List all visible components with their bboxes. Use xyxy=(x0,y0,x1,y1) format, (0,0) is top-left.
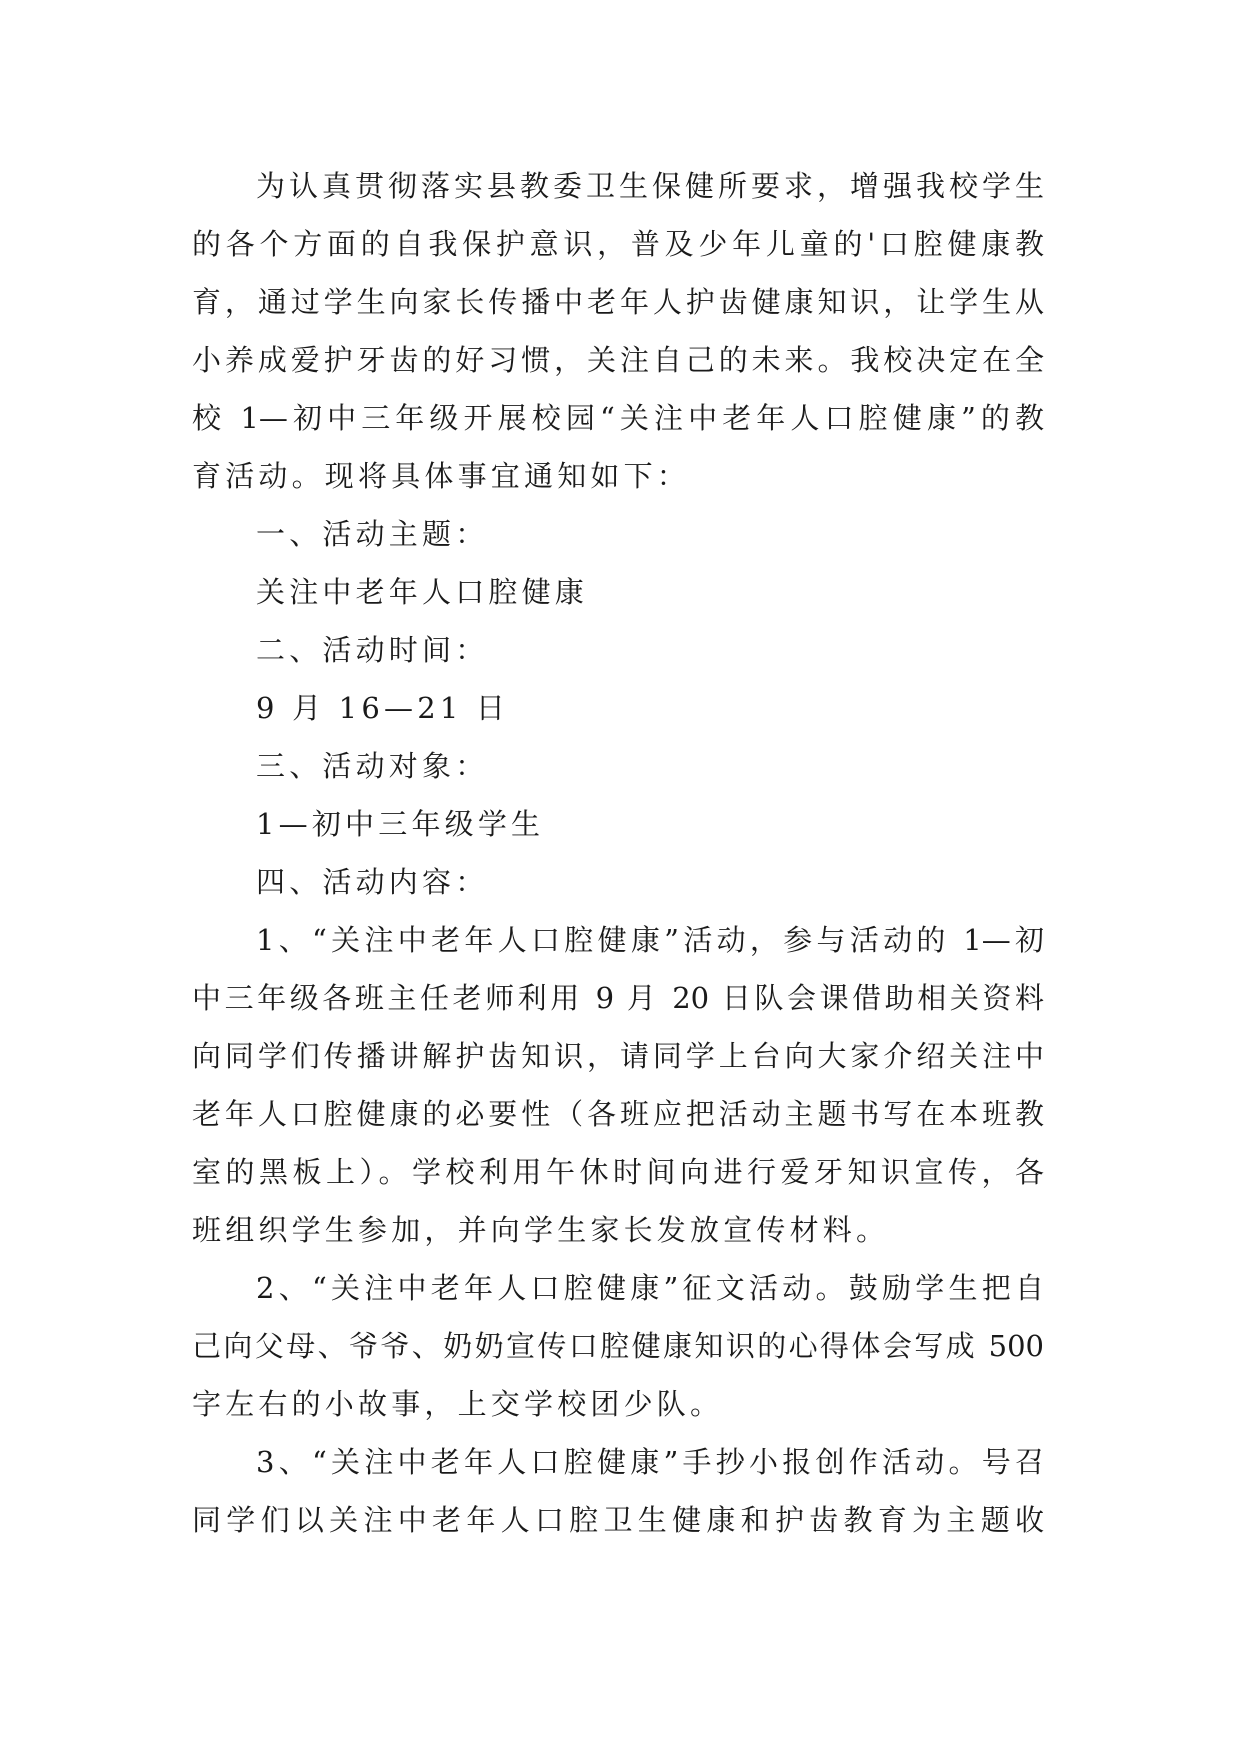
intro-line-1: 为认真贯彻落实县教委卫生保健所要求，增强我校学生 xyxy=(256,169,1044,203)
item1-line-6: 班组织学生参加，并向学生家长发放宣传材料。 xyxy=(192,1213,890,1247)
section-body-target: 1—初中三年级学生 xyxy=(256,807,545,841)
intro-line-5: 校 1—初中三年级开展校园“关注中老年人口腔健康”的教 xyxy=(192,401,1044,435)
item2-line-1: 2、“关注中老年人口腔健康”征文活动。鼓励学生把自 xyxy=(256,1271,1044,1305)
item1-line-4: 老年人口腔健康的必要性（各班应把活动主题书写在本班教 xyxy=(192,1097,1044,1131)
item1-line-2: 中三年级各班主任老师利用 9 月 20 日队会课借助相关资料 xyxy=(192,981,1044,1015)
document-body xyxy=(192,157,1044,1549)
section-heading-content: 四、活动内容： xyxy=(256,865,489,899)
section-heading-theme: 一、活动主题： xyxy=(256,517,489,551)
intro-line-4: 小养成爱护牙齿的好习惯，关注自己的未来。我校决定在全 xyxy=(192,343,1044,377)
item2-line-2: 己向父母、爷爷、奶奶宣传口腔健康知识的心得体会写成 500 xyxy=(192,1329,1044,1363)
intro-line-2: 的各个方面的自我保护意识，普及少年儿童的'口腔健康教 xyxy=(192,227,1044,261)
item1-line-1: 1、“关注中老年人口腔健康”活动，参与活动的 1—初 xyxy=(256,923,1044,957)
item2-line-3: 字左右的小故事，上交学校团少队。 xyxy=(192,1387,724,1421)
section-body-theme: 关注中老年人口腔健康 xyxy=(256,575,589,609)
item1-line-3: 向同学们传播讲解护齿知识，请同学上台向大家介绍关注中 xyxy=(192,1039,1044,1073)
item1-line-5: 室的黑板上）。学校利用午休时间向进行爱牙知识宣传，各 xyxy=(192,1155,1044,1189)
section-heading-time: 二、活动时间： xyxy=(256,633,489,667)
intro-line-6: 育活动。现将具体事宜通知如下： xyxy=(192,459,691,493)
item3-line-1: 3、“关注中老年人口腔健康”手抄小报创作活动。号召 xyxy=(256,1445,1044,1479)
item3-line-2: 同学们以关注中老年人口腔卫生健康和护齿教育为主题收 xyxy=(192,1503,1044,1537)
section-heading-target: 三、活动对象： xyxy=(256,749,489,783)
intro-line-3: 育，通过学生向家长传播中老年人护齿健康知识，让学生从 xyxy=(192,285,1044,319)
section-body-time: 9 月 16—21 日 xyxy=(256,691,510,725)
